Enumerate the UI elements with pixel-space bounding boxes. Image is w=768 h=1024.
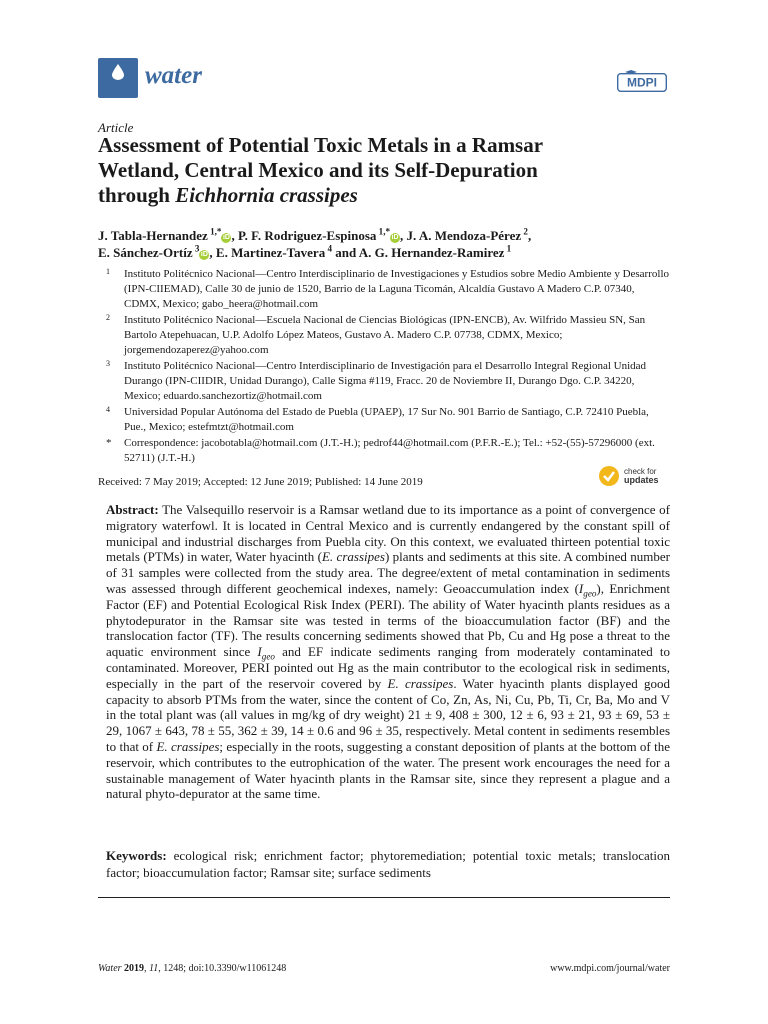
water-drop-icon [112, 64, 124, 80]
journal-url-link[interactable]: www.mdpi.com/journal/water [550, 963, 670, 974]
affiliation-list [98, 267, 670, 467]
footer-year: 2019 [124, 963, 145, 974]
orcid-icon[interactable]: iD [391, 234, 399, 241]
svg-text:MDPI: MDPI [627, 75, 657, 90]
keywords-text: ecological risk; enrichment factor; phytoremediation; potential toxic metals; translocation factor; bioaccumulation factor; Ramsar site; surface sediments [106, 848, 670, 880]
affiliation-number: 4 [106, 405, 110, 414]
affiliation-number: 2 [106, 313, 110, 322]
affiliation-item [98, 267, 670, 312]
affiliation-text: Universidad Popular Autónoma del Estado de Puebla (UPAEP), 17 Sur No. 901 Barrio de Santiago, C.P. 72410 Puebla, Pue., Mexico; estefmtzt@hotmail.com [124, 406, 649, 433]
author [98, 245, 216, 260]
author-name: J. A. Mendoza-Pérez [406, 228, 522, 243]
author-separator: , [400, 228, 407, 243]
author-name: E. Sánchez-Ortíz [98, 245, 193, 260]
footer-volume: 11 [149, 963, 159, 974]
author-affiliation-marker: 1,* [376, 226, 391, 237]
footer-doi: , 1248; doi:10.3390/w11061248 [158, 963, 287, 974]
author-affiliation-marker: 2 [521, 226, 528, 237]
affiliation-text: Instituto Politécnico Nacional—Centro Interdisciplinario de Investigaciones y Estudios sobre Medio Ambiente y Desarrollo (IPN-CIIEMAD), Calle 30 de junio de 1520, Barrio de la Laguna Ticomán, Alcaldía Gustavo A Madero C.P. 07340, CDMX, Mexico; gabo_heera@hotmail.com [124, 268, 669, 310]
author [238, 228, 407, 243]
footer-journal: Water [98, 963, 122, 974]
abstract-text: ) plants and sediments at this site. A combined number of 31 samples were collected from the study area. The degree/extent of metal contamination in sediments was assessed through different geochemical indexes, namely: Geoaccumulation index ( [106, 549, 670, 596]
affiliation-number: * [106, 437, 112, 449]
author-name: E. Martinez-Tavera [215, 245, 326, 260]
affiliation-number: 1 [106, 267, 110, 276]
divider [98, 897, 670, 898]
abstract [106, 502, 670, 802]
index-symbol: $I_{geo}$ [257, 644, 275, 662]
author-name: P. F. Rodriguez-Espinosa [237, 228, 377, 243]
author-line [98, 227, 678, 244]
paper-title [98, 133, 658, 208]
check-updates-icon [598, 465, 620, 487]
author-name: A. G. Hernandez-Ramirez [358, 245, 505, 260]
abstract-text: ; especially in the roots, suggesting a constant deposition of plants at the bottom of the reservoir, which contributes to the eutrophication of the water. The present work encourages the need for a sustainable management of Water hyacinth plants in the Ramsar site, since they represent a plague and a natural phyto-depurator at the same time. [106, 738, 670, 802]
author-separator: , [527, 228, 532, 243]
publication-dates: Received: 7 May 2019; Accepted: 12 June 2019; Published: 14 June 2019 [98, 476, 423, 488]
check-for-updates-button[interactable] [598, 465, 670, 489]
author-list [98, 227, 678, 261]
abstract-text: ), Enrichment Factor (EF) and Potential Ecological Risk Index (PERI). The ability of Water hyacinth plants residues as a phytodepurator in the Ramsar site was tested in terms of the bioaccumulation factor (BF) and the translocation factor (TF). The results concerning sediments showed that Pb, Cu and Hg pose a threat to the aquatic environment since [106, 580, 670, 660]
author-line [98, 244, 678, 261]
species-name: E. crassipes [321, 549, 385, 565]
affiliation-text: Instituto Politécnico Nacional—Escuela Nacional de Ciencias Biológicas (IPN-ENCB), Av. Wilfrido Massieu SN, San Bartolo Atepehuacan, U.P. Adolfo López Mateos, Gustavo A. Madero C.P. 07738, CDMX, Mexico; jorgemendozaperez@yahoo.com [124, 314, 646, 356]
affiliation-text: Instituto Politécnico Nacional—Centro Interdisciplinario de Investigación para el Desarrollo Integral Regional Unidad Durango (IPN-CIIDIR, Unidad Durango), Calle Sigma #119, Fracc. 20 de Noviembre II, Durango Dgo. C.P. 34220, Mexico; eduardo.sanchezortiz@hotmail.com [124, 360, 647, 402]
article-type: Article [98, 120, 134, 135]
title-line [98, 183, 658, 208]
author [359, 245, 511, 260]
affiliation-item [98, 405, 670, 435]
abstract-text: . Water hyacinth plants displayed good capacity to absorb PTMs from the water, since the content of Co, Zn, As, Ni, Cu, Pb, Ti, Cr, Ba, Mo and V in the total plant was (all values in mg/kg of dry weight) 21 ± 9, 408 ± 300, 12 ± 6, 93 ± 21, 93 ± 69, 53 ± 29, 1067 ± 643, 78 ± 55, 362 ± 39, 14 ± 0.6 and 96 ± 35, respectively. Metal content in sediments resembles to that of [106, 675, 670, 754]
author-affiliation-marker: 1 [504, 243, 512, 254]
abstract-text: and EF indicate sediments ranging from moderately contaminated to contaminated. Moreover, PERI pointed out Hg as the main contributor to the ecological risk in sediments, especially in the part of the reservoir covered by [106, 644, 670, 691]
author-separator: , [231, 228, 238, 243]
author [407, 228, 532, 243]
journal-name: water [145, 62, 202, 89]
citation-footer: Water 2019, 11, 1248; doi:10.3390/w11061248 [98, 963, 287, 974]
author [216, 245, 359, 260]
author-separator: and [332, 245, 359, 260]
check-updates-line: updates [624, 475, 659, 485]
author-affiliation-marker: 3 [192, 243, 200, 254]
check-updates-line: check for [624, 467, 657, 476]
author-separator: , [209, 245, 216, 260]
author-affiliation-marker: 4 [325, 243, 333, 254]
species-name: Eichhornia crassipes [175, 183, 358, 207]
affiliation-number: 3 [106, 359, 110, 368]
author [98, 228, 238, 243]
check-updates-label [624, 467, 659, 485]
author-name: J. Tabla-Hernandez [98, 228, 208, 243]
affiliation-item [98, 313, 670, 358]
affiliation-item [98, 436, 670, 466]
mdpi-logo [617, 70, 667, 92]
orcid-icon[interactable]: iD [200, 251, 208, 258]
species-name: E. crassipes [387, 675, 454, 691]
keywords-label: Keywords: [106, 848, 167, 863]
abstract-text: The Valsequillo reservoir is a Ramsar wetland due to its importance as a point of convergence of migratory waterfowl. It is located in Central Mexico and is currently endangered by the constant spill of municipal and industrial discharges from Puebla city. On this context, we evaluated thirteen potential toxic metals (PTMs) in water, Water hyacinth ( [106, 502, 670, 565]
title-line: Wetland, Central Mexico and its Self-Depuration [98, 158, 538, 182]
species-name: E. crassipes [156, 738, 220, 754]
author-affiliation-marker: 1,* [207, 226, 222, 237]
title-line: Assessment of Potential Toxic Metals in a Ramsar [98, 133, 544, 157]
affiliation-text: Correspondence: jacobotabla@hotmail.com (J.T.-H.); pedrof44@hotmail.com (P.F.R.-E.); Tel.: +52-(55)-57296000 (ext. 52711) (J.T.-H.) [124, 437, 655, 464]
abstract-label: Abstract: [106, 502, 159, 517]
affiliation-item [98, 359, 670, 404]
title-text: through [98, 183, 176, 207]
index-symbol: $I_{geo}$ [578, 580, 597, 599]
orcid-icon[interactable]: iD [222, 234, 230, 241]
keywords [106, 848, 670, 881]
